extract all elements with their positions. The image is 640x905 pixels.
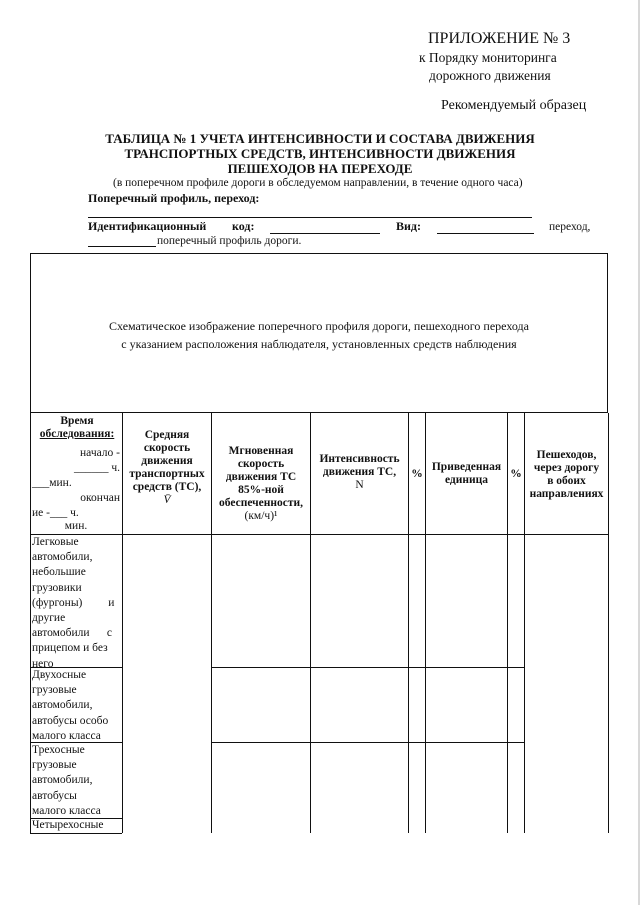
appendix-line-1: к Порядку мониторинга: [419, 50, 557, 65]
profile-blank-line: [88, 217, 532, 218]
row-three-axle: [32, 743, 122, 819]
avg-speed-line: транспортных: [129, 468, 205, 480]
header-percent-1: %: [411, 468, 423, 480]
row-label-line: грузовые: [32, 759, 77, 772]
inst-speed-line: обеспеченности,: [219, 497, 303, 509]
intensity-line: движения ТС,: [322, 466, 397, 478]
header-percent-2: %: [510, 468, 522, 480]
pedestrians-line: в обоих: [547, 475, 586, 487]
reduced-line: Приведенная: [431, 461, 502, 473]
intensity-symbol: N: [355, 479, 364, 491]
row-label-line: автобусы особо: [32, 714, 109, 727]
header-average-speed: [123, 429, 211, 507]
row-two-axle: [32, 668, 122, 744]
recommended-sample: Рекомендуемый образец: [441, 98, 587, 113]
row-label-line: малого класса: [32, 729, 101, 742]
row-label-line: грузовые: [32, 684, 77, 697]
row-label-line: (фургоны) и: [32, 596, 115, 609]
intensity-line: Интенсивность: [319, 453, 400, 465]
inst-speed-line: Мгновенная: [228, 445, 294, 457]
appendix-line-2: дорожного движения: [429, 68, 551, 83]
header-time-title-2: обследования:: [39, 428, 115, 440]
scheme-text-line-1: Схематическое изображение поперечного профиля дороги, пешеходного перехода: [109, 319, 529, 333]
reduced-line: единица: [444, 474, 489, 486]
scheme-text-line-2: с указанием расположения наблюдателя, установленных средств наблюдения: [121, 337, 517, 351]
pedestrians-line: Пешеходов,: [536, 449, 597, 461]
avg-speed-line: средств (ТС),: [132, 481, 202, 493]
header-time-title: [32, 415, 122, 441]
row-label-line: автомобили с: [32, 627, 112, 640]
pedestrians-line: через дорогу: [533, 462, 600, 474]
crossing-label: переход,: [549, 221, 591, 233]
avg-speed-line: движения: [141, 455, 193, 467]
row-label-line: автобусы: [32, 789, 77, 802]
row-label-line: Легковые: [32, 536, 79, 548]
time-start-3: ___мин.: [32, 477, 72, 489]
time-end-3: мин.: [64, 520, 88, 532]
table-title-line-1: ТАБЛИЦА № 1 УЧЕТА ИНТЕНСИВНОСТИ И СОСТАВА ДВИЖЕНИЯ: [105, 131, 535, 146]
avg-speed-line: скорость: [143, 442, 191, 454]
table-border-left: [30, 413, 31, 833]
header-pedestrians: [525, 449, 608, 501]
row-label-line: автомобили,: [32, 774, 93, 787]
inst-speed-unit: (км/ч)¹: [244, 510, 278, 522]
row-divider: [211, 667, 524, 668]
type-blank-line: [437, 233, 534, 234]
id-label: Идентификационный: [88, 219, 207, 233]
header-reduced-unit: [426, 461, 507, 487]
kind-blank-line: [88, 246, 156, 247]
row-label-line: автомобили,: [32, 699, 93, 712]
row-label-line: прицепом и без: [32, 642, 108, 655]
profile-label: Поперечный профиль, переход:: [88, 191, 260, 205]
profile-suffix: поперечный профиль дороги.: [157, 235, 302, 247]
row-label-line: Трехосные: [32, 744, 85, 756]
row-passenger-cars: [32, 535, 122, 672]
row-label-line: автомобили,: [32, 551, 93, 564]
scheme-box: [30, 253, 608, 413]
avg-speed-line: Средняя: [144, 429, 190, 441]
pedestrians-line: направлениях: [529, 488, 604, 500]
table-title-line-3: ПЕШЕХОДОВ НА ПЕРЕХОДЕ: [227, 161, 413, 176]
header-time-title-1: Время: [60, 415, 94, 427]
time-start-2: ______ ч.: [73, 462, 120, 474]
table-border-right: [608, 413, 609, 833]
appendix-title: ПРИЛОЖЕНИЕ № 3: [428, 30, 571, 47]
time-start-1: начало -: [80, 447, 120, 459]
row-label-line: Четырехосные: [32, 819, 104, 831]
code-label: код:: [232, 219, 255, 233]
table-title-note: (в поперечном профиле дороги в обследуемом направлении, в течение одного часа): [113, 177, 523, 189]
table-title-line-2: ТРАНСПОРТНЫХ СРЕДСТВ, ИНТЕНСИВНОСТИ ДВИЖЕНИЯ: [124, 146, 516, 161]
type-label: Вид:: [396, 219, 421, 233]
row-label-line: Двухосные: [32, 669, 87, 681]
row-four-axle: [32, 818, 122, 833]
row-label-line: небольшие: [32, 566, 86, 579]
header-intensity: [311, 453, 408, 492]
row-label-line: него: [32, 657, 54, 670]
inst-speed-line: движения ТС: [225, 471, 297, 483]
avg-speed-symbol: V̄: [163, 494, 171, 506]
inst-speed-line: скорость: [237, 458, 285, 470]
inst-speed-line: 85%-ной: [238, 484, 284, 496]
time-end-2: ие -___ ч.: [32, 507, 79, 519]
row-divider: [211, 742, 524, 743]
row-label-line: грузовики: [32, 581, 82, 594]
code-blank-line: [270, 233, 380, 234]
header-instant-speed: [212, 445, 310, 523]
row-label-line: малого класса: [32, 804, 101, 817]
row-label-line: другие: [32, 612, 66, 625]
time-end-1: окончан: [80, 492, 120, 504]
